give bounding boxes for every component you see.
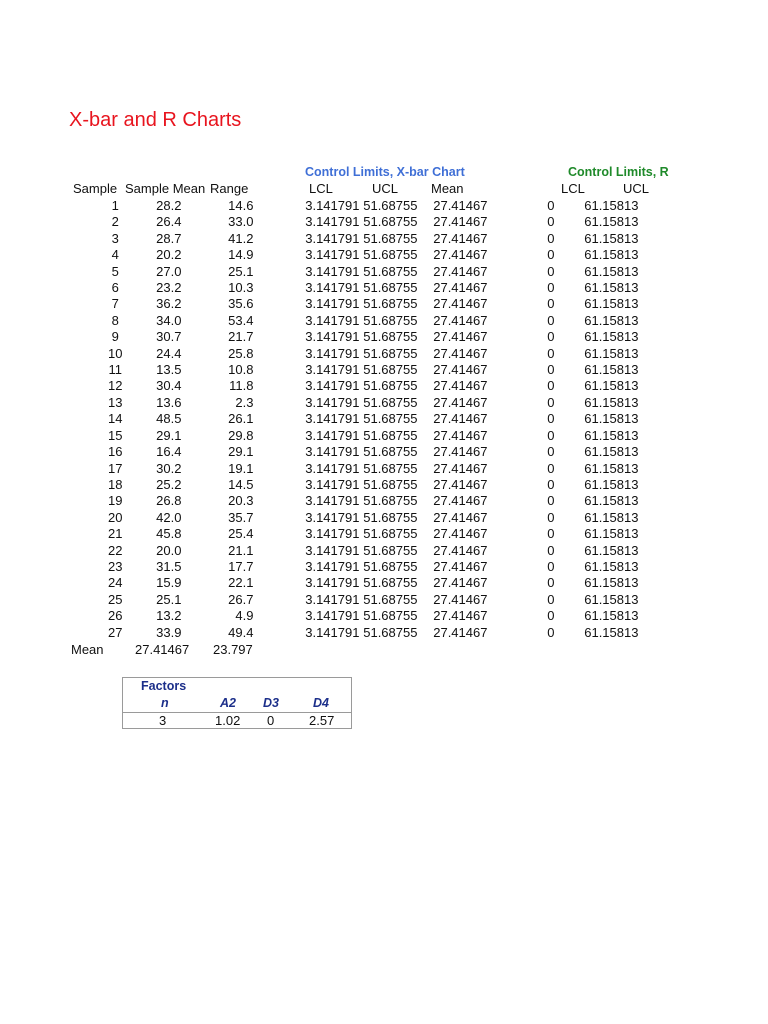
cell-sample-mean: 25.1 (156, 591, 182, 607)
cell-r-lcl: 0 (547, 280, 555, 296)
cell-xbar-ucl: 51.68755 (363, 263, 418, 279)
table-row (60, 378, 638, 394)
cell-sample: 24 (108, 575, 123, 591)
cell-r-lcl: 0 (547, 378, 555, 394)
header-sample-mean: Sample Mean (125, 181, 206, 196)
cell-r-lcl: 0 (547, 198, 555, 213)
cell-xbar-lcl: 3.141791 (305, 247, 360, 263)
cell-r-ucl: 61.15813 (584, 476, 639, 492)
cell-xbar-ucl: 51.68755 (363, 280, 418, 296)
cell-r-ucl: 61.15813 (584, 312, 639, 328)
cell-sample-mean: 20.0 (156, 542, 182, 558)
cell-r-ucl: 61.15813 (584, 558, 639, 574)
table-row (60, 526, 638, 542)
table-row (60, 231, 638, 247)
cell-xbar-lcl: 3.141791 (305, 476, 360, 492)
cell-sample: 23 (108, 558, 123, 574)
cell-r-lcl: 0 (547, 558, 555, 574)
cell-xbar-lcl: 3.141791 (305, 198, 360, 213)
cell-xbar-lcl: 3.141791 (305, 542, 360, 558)
cell-xbar-mean: 27.41467 (433, 312, 488, 328)
factor-header-d4: D4 (313, 696, 329, 710)
table-row (60, 559, 638, 575)
cell-r-lcl: 0 (547, 542, 555, 558)
cell-xbar-ucl: 51.68755 (363, 312, 418, 328)
cell-xbar-ucl: 51.68755 (363, 296, 418, 312)
cell-xbar-ucl: 51.68755 (363, 198, 418, 213)
cell-xbar-mean: 27.41467 (433, 411, 488, 427)
cell-r-ucl: 61.15813 (584, 214, 639, 230)
cell-sample-mean: 23.2 (156, 280, 182, 296)
cell-sample-mean: 26.4 (156, 214, 182, 230)
cell-xbar-mean: 27.41467 (433, 378, 488, 394)
cell-r-lcl: 0 (547, 394, 555, 410)
cell-r-ucl: 61.15813 (584, 296, 639, 312)
cell-range: 33.0 (228, 214, 254, 230)
header-xbar-ucl: UCL (372, 181, 399, 196)
cell-xbar-lcl: 3.141791 (305, 558, 360, 574)
table-row (60, 362, 638, 378)
cell-xbar-ucl: 51.68755 (363, 362, 418, 378)
cell-sample: 16 (108, 444, 123, 460)
cell-xbar-mean: 27.41467 (433, 329, 488, 345)
cell-r-ucl: 61.15813 (584, 624, 639, 640)
cell-r-lcl: 0 (547, 444, 555, 460)
cell-r-ucl: 61.15813 (584, 378, 639, 394)
cell-r-ucl: 61.15813 (584, 509, 639, 525)
cell-r-lcl: 0 (547, 509, 555, 525)
cell-sample-mean: 13.6 (156, 394, 182, 410)
cell-xbar-mean: 27.41467 (433, 198, 488, 213)
cell-range: 22.1 (228, 575, 254, 591)
table-row (60, 395, 638, 411)
cell-sample: 10 (108, 345, 123, 361)
cell-r-lcl: 0 (547, 345, 555, 361)
cell-sample-mean: 29.1 (156, 427, 182, 443)
cell-xbar-mean: 27.41467 (433, 230, 488, 246)
cell-r-lcl: 0 (547, 608, 555, 624)
cell-xbar-ucl: 51.68755 (363, 427, 418, 443)
cell-range: 4.9 (235, 608, 254, 624)
cell-xbar-ucl: 51.68755 (363, 394, 418, 410)
cell-xbar-lcl: 3.141791 (305, 263, 360, 279)
cell-xbar-mean: 27.41467 (433, 214, 488, 230)
cell-xbar-lcl: 3.141791 (305, 345, 360, 361)
cell-xbar-mean: 27.41467 (433, 362, 488, 378)
cell-sample: 9 (111, 329, 119, 345)
cell-r-ucl: 61.15813 (584, 394, 639, 410)
cell-sample-mean: 30.4 (156, 378, 182, 394)
cell-range: 35.6 (228, 296, 254, 312)
cell-r-ucl: 61.15813 (584, 230, 639, 246)
cell-r-ucl: 61.15813 (584, 411, 639, 427)
cell-xbar-lcl: 3.141791 (305, 378, 360, 394)
cell-sample: 14 (108, 411, 123, 427)
cell-xbar-ucl: 51.68755 (363, 378, 418, 394)
table-row (60, 329, 638, 345)
cell-xbar-mean: 27.41467 (433, 280, 488, 296)
cell-xbar-lcl: 3.141791 (305, 280, 360, 296)
factor-value-d3: 0 (267, 713, 275, 728)
summary-mean-of-means: 27.41467 (135, 642, 190, 657)
cell-xbar-lcl: 3.141791 (305, 608, 360, 624)
cell-sample: 15 (108, 427, 123, 443)
cell-r-lcl: 0 (547, 526, 555, 542)
cell-range: 10.8 (228, 362, 254, 378)
summary-mean-range: 23.797 (213, 642, 253, 657)
cell-xbar-lcl: 3.141791 (305, 362, 360, 378)
cell-xbar-ucl: 51.68755 (363, 230, 418, 246)
table-row (60, 592, 638, 608)
cell-r-ucl: 61.15813 (584, 591, 639, 607)
cell-range: 53.4 (228, 312, 254, 328)
cell-xbar-lcl: 3.141791 (305, 509, 360, 525)
factors-table (122, 677, 352, 729)
cell-range: 25.4 (228, 526, 254, 542)
table-row (60, 296, 638, 312)
cell-sample-mean: 30.2 (156, 460, 182, 476)
cell-xbar-mean: 27.41467 (433, 296, 488, 312)
cell-sample: 3 (111, 230, 119, 246)
cell-xbar-ucl: 51.68755 (363, 345, 418, 361)
cell-r-lcl: 0 (547, 329, 555, 345)
cell-r-ucl: 61.15813 (584, 608, 639, 624)
cell-range: 25.8 (228, 345, 254, 361)
cell-sample-mean: 34.0 (156, 312, 182, 328)
cell-sample-mean: 30.7 (156, 329, 182, 345)
cell-xbar-lcl: 3.141791 (305, 411, 360, 427)
cell-xbar-mean: 27.41467 (433, 558, 488, 574)
cell-range: 29.1 (228, 444, 254, 460)
factor-header-n: n (161, 696, 169, 710)
cell-xbar-lcl: 3.141791 (305, 394, 360, 410)
cell-r-lcl: 0 (547, 575, 555, 591)
table-row (60, 510, 638, 526)
cell-r-lcl: 0 (547, 591, 555, 607)
cell-sample-mean: 42.0 (156, 509, 182, 525)
cell-xbar-ucl: 51.68755 (363, 214, 418, 230)
cell-xbar-mean: 27.41467 (433, 247, 488, 263)
cell-r-lcl: 0 (547, 214, 555, 230)
cell-r-ucl: 61.15813 (584, 247, 639, 263)
cell-sample-mean: 13.2 (156, 608, 182, 624)
cell-xbar-mean: 27.41467 (433, 624, 488, 640)
summary-label: Mean (71, 642, 104, 657)
cell-sample: 25 (108, 591, 123, 607)
header-xbar-lcl: LCL (309, 181, 333, 196)
cell-xbar-ucl: 51.68755 (363, 575, 418, 591)
cell-xbar-ucl: 51.68755 (363, 476, 418, 492)
cell-xbar-ucl: 51.68755 (363, 542, 418, 558)
table-row (60, 247, 638, 263)
cell-r-ucl: 61.15813 (584, 280, 639, 296)
cell-xbar-lcl: 3.141791 (305, 427, 360, 443)
cell-r-ucl: 61.15813 (584, 263, 639, 279)
table-row (60, 575, 638, 591)
table-row (60, 214, 638, 230)
cell-sample: 7 (111, 296, 119, 312)
cell-r-ucl: 61.15813 (584, 427, 639, 443)
cell-xbar-mean: 27.41467 (433, 476, 488, 492)
cell-xbar-mean: 27.41467 (433, 608, 488, 624)
cell-range: 21.1 (228, 542, 254, 558)
table-row (60, 411, 638, 427)
header-sample: Sample (73, 181, 118, 196)
cell-range: 2.3 (235, 394, 254, 410)
cell-xbar-mean: 27.41467 (433, 509, 488, 525)
cell-range: 17.7 (228, 558, 254, 574)
cell-r-ucl: 61.15813 (584, 444, 639, 460)
cell-sample: 1 (111, 198, 119, 213)
cell-xbar-ucl: 51.68755 (363, 526, 418, 542)
cell-xbar-lcl: 3.141791 (305, 312, 360, 328)
table-row (60, 625, 638, 641)
cell-sample: 4 (111, 247, 119, 263)
cell-r-ucl: 61.15813 (584, 329, 639, 345)
cell-range: 41.2 (228, 230, 254, 246)
xbar-limits-section-label: Control Limits, X-bar Chart (305, 165, 465, 179)
cell-sample: 21 (108, 526, 123, 542)
cell-sample-mean: 36.2 (156, 296, 182, 312)
cell-xbar-lcl: 3.141791 (305, 575, 360, 591)
cell-xbar-mean: 27.41467 (433, 591, 488, 607)
cell-sample-mean: 24.4 (156, 345, 182, 361)
cell-r-lcl: 0 (547, 476, 555, 492)
cell-xbar-mean: 27.41467 (433, 526, 488, 542)
cell-xbar-lcl: 3.141791 (305, 444, 360, 460)
header-r-ucl: UCL (623, 181, 650, 196)
cell-sample: 6 (111, 280, 119, 296)
cell-xbar-ucl: 51.68755 (363, 460, 418, 476)
cell-xbar-ucl: 51.68755 (363, 493, 418, 509)
table-row (60, 477, 638, 493)
samples-table (60, 198, 638, 641)
cell-r-ucl: 61.15813 (584, 198, 639, 213)
cell-sample-mean: 15.9 (156, 575, 182, 591)
cell-sample: 18 (108, 476, 123, 492)
cell-r-lcl: 0 (547, 230, 555, 246)
cell-xbar-mean: 27.41467 (433, 542, 488, 558)
cell-r-lcl: 0 (547, 493, 555, 509)
cell-xbar-ucl: 51.68755 (363, 411, 418, 427)
cell-sample: 8 (111, 312, 119, 328)
cell-r-lcl: 0 (547, 362, 555, 378)
table-row (60, 493, 638, 509)
cell-sample: 5 (111, 263, 119, 279)
cell-xbar-lcl: 3.141791 (305, 329, 360, 345)
cell-xbar-lcl: 3.141791 (305, 526, 360, 542)
cell-range: 14.6 (228, 198, 254, 213)
table-row (60, 346, 638, 362)
cell-xbar-lcl: 3.141791 (305, 624, 360, 640)
cell-sample-mean: 27.0 (156, 263, 182, 279)
cell-range: 25.1 (228, 263, 254, 279)
table-row (60, 313, 638, 329)
cell-r-ucl: 61.15813 (584, 526, 639, 542)
cell-range: 49.4 (228, 624, 254, 640)
cell-xbar-mean: 27.41467 (433, 345, 488, 361)
page-title: X-bar and R Charts (69, 109, 242, 131)
cell-sample: 13 (108, 394, 123, 410)
cell-xbar-ucl: 51.68755 (363, 608, 418, 624)
header-range: Range (210, 181, 249, 196)
header-xbar-mean: Mean (431, 181, 464, 196)
factor-value-a2: 1.02 (215, 713, 241, 728)
cell-sample-mean: 31.5 (156, 558, 182, 574)
cell-sample-mean: 28.7 (156, 230, 182, 246)
r-limits-section-label: Control Limits, R (568, 165, 669, 179)
cell-range: 11.8 (229, 378, 254, 394)
cell-xbar-mean: 27.41467 (433, 394, 488, 410)
factors-title: Factors (141, 679, 187, 693)
cell-xbar-lcl: 3.141791 (305, 460, 360, 476)
cell-xbar-mean: 27.41467 (433, 427, 488, 443)
factor-header-a2: A2 (220, 696, 236, 710)
cell-r-ucl: 61.15813 (584, 575, 639, 591)
cell-sample-mean: 13.5 (156, 362, 182, 378)
cell-xbar-mean: 27.41467 (433, 444, 488, 460)
cell-range: 20.3 (228, 493, 254, 509)
cell-r-lcl: 0 (547, 296, 555, 312)
cell-r-lcl: 0 (547, 460, 555, 476)
cell-r-lcl: 0 (547, 247, 555, 263)
cell-sample: 11 (108, 362, 122, 378)
cell-r-ucl: 61.15813 (584, 345, 639, 361)
table-row (60, 198, 638, 214)
cell-sample-mean: 48.5 (156, 411, 182, 427)
cell-r-ucl: 61.15813 (584, 542, 639, 558)
cell-r-lcl: 0 (547, 312, 555, 328)
cell-xbar-ucl: 51.68755 (363, 247, 418, 263)
factor-value-d4: 2.57 (309, 713, 335, 728)
table-row (60, 543, 638, 559)
cell-sample-mean: 20.2 (156, 247, 182, 263)
cell-sample-mean: 26.8 (156, 493, 182, 509)
factor-header-d3: D3 (263, 696, 279, 710)
cell-range: 26.7 (228, 591, 254, 607)
cell-xbar-ucl: 51.68755 (363, 558, 418, 574)
cell-sample-mean: 25.2 (156, 476, 182, 492)
table-row (60, 608, 638, 624)
cell-sample: 19 (108, 493, 123, 509)
table-row (60, 461, 638, 477)
cell-xbar-mean: 27.41467 (433, 575, 488, 591)
cell-range: 14.9 (228, 247, 254, 263)
cell-sample: 2 (111, 214, 119, 230)
cell-r-ucl: 61.15813 (584, 362, 639, 378)
cell-xbar-mean: 27.41467 (433, 493, 488, 509)
cell-sample: 27 (108, 624, 123, 640)
cell-sample: 26 (108, 608, 123, 624)
cell-xbar-ucl: 51.68755 (363, 444, 418, 460)
cell-sample: 12 (108, 378, 123, 394)
factor-value-n: 3 (159, 713, 167, 728)
cell-r-lcl: 0 (547, 624, 555, 640)
cell-range: 35.7 (228, 509, 254, 525)
header-r-lcl: LCL (561, 181, 585, 196)
cell-range: 19.1 (228, 460, 254, 476)
cell-sample: 22 (108, 542, 123, 558)
table-row (60, 428, 638, 444)
cell-sample: 17 (108, 460, 123, 476)
cell-sample-mean: 28.2 (156, 198, 182, 213)
cell-sample: 20 (108, 509, 123, 525)
cell-r-ucl: 61.15813 (584, 493, 639, 509)
cell-r-lcl: 0 (547, 411, 555, 427)
table-row (60, 444, 638, 460)
cell-xbar-ucl: 51.68755 (363, 624, 418, 640)
table-row (60, 264, 638, 280)
cell-range: 29.8 (228, 427, 254, 443)
cell-sample-mean: 16.4 (156, 444, 182, 460)
cell-range: 26.1 (228, 411, 254, 427)
cell-xbar-mean: 27.41467 (433, 263, 488, 279)
cell-r-ucl: 61.15813 (584, 460, 639, 476)
cell-r-lcl: 0 (547, 263, 555, 279)
cell-xbar-mean: 27.41467 (433, 460, 488, 476)
cell-range: 21.7 (228, 329, 254, 345)
cell-sample-mean: 45.8 (156, 526, 182, 542)
cell-r-lcl: 0 (547, 427, 555, 443)
cell-xbar-ucl: 51.68755 (363, 591, 418, 607)
cell-xbar-lcl: 3.141791 (305, 214, 360, 230)
cell-xbar-lcl: 3.141791 (305, 493, 360, 509)
cell-range: 14.5 (228, 476, 254, 492)
cell-range: 10.3 (228, 280, 254, 296)
cell-sample-mean: 33.9 (156, 624, 182, 640)
cell-xbar-lcl: 3.141791 (305, 230, 360, 246)
cell-xbar-lcl: 3.141791 (305, 591, 360, 607)
cell-xbar-lcl: 3.141791 (305, 296, 360, 312)
cell-xbar-ucl: 51.68755 (363, 329, 418, 345)
table-row (60, 280, 638, 296)
cell-xbar-ucl: 51.68755 (363, 509, 418, 525)
